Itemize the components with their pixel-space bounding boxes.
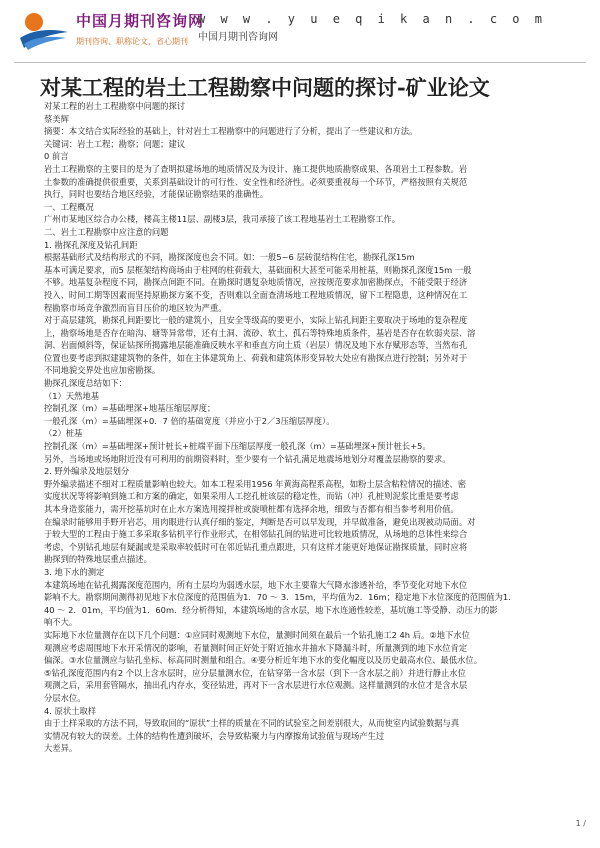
page-number: 1 / <box>575 819 586 828</box>
text-line: 勘探孔深度总结如下： <box>44 378 127 389</box>
text-line: 上，勘察场地是否存在暗沟、塘等异常带，还有土洞、流砂、软土、孤石等特殊地质条件，基岩是否存在软弱夹层、溶 <box>44 327 476 338</box>
site-logo[interactable] <box>16 8 72 52</box>
text-line: 一般孔深（m）=基础埋深+0．7 倍的基础宽度（并应小于2／3压缩层厚度）。 <box>44 415 335 426</box>
text-line: 勘探到的特殊地层重点描述。 <box>44 554 152 565</box>
page-title: 对某工程的岩土工程勘察中问题的探讨-矿业论文 <box>40 75 490 100</box>
text-line: 控制孔深（m）=基础埋深+预计桩长+桩端平面下压缩层厚度一般孔深（m）=基础埋深+预计桩长+5。 <box>44 441 431 452</box>
text-line: 分层水位。 <box>44 692 86 703</box>
text-line: 程勘察市场竞争激烈而盲目压价的地区较为严重。 <box>44 302 227 313</box>
text-line: 于较大型的工程由于施工多采取多钻机平行作业形式，在相邻钻孔间的钻进可比较地质情况，从场地的总体性来综合 <box>44 529 468 540</box>
text-line: 洞、岩面倾斜等，保证钻探所揭露地层能准确反映水平和垂直方向土质（岩层）情况及地下水存赋形态等，当然布孔 <box>44 340 468 351</box>
text-line: 关键词：岩土工程；勘察；问题；建议 <box>44 138 186 149</box>
text-line: 基本可满足要求，而5 层框架结构商场由于柱网的柱荷载大，基础面积大甚至可能采用桩基，则勘探孔深度15m 一般 <box>44 264 472 275</box>
text-line: 偏深。③水位量测应与钻孔坐标、标高同时测量和组合。④要分析近年地下水的变化幅度以及历史最高水位、最低水位。 <box>44 655 483 666</box>
brand-name: 中国月期刊咨询网 <box>76 12 205 30</box>
text-line: 0 前言 <box>44 151 69 162</box>
text-line: 野外编录描述不细对工程质量影响也较大。如本工程采用1956 年黄海高程系高程，如粉土层含粘粒情况的描述、密 <box>44 478 467 489</box>
text-line: 位置也要考虑到拟建建筑物的条件，如在主体建筑角上、荷载和建筑体形变异较大处应有勘探点进行控制；另外对于 <box>44 352 468 363</box>
text-line: 不够。地基复杂程度不同，勘探点间距不同。在勘探时遇复杂地质情况，应按规范要求加密勘探点，不能受限于经济 <box>44 277 468 288</box>
text-line: 对某工程的岩土工程勘察中问题的探讨 <box>44 101 186 111</box>
brand-slogan: 期刊咨询、职称论文，省心期刊 <box>76 37 188 46</box>
text-line: 影响不大。勘察期间测得初见地下水位深度的范围值为1．70 ～ 3．15m，平均值为2．16m；稳定地下水位深度的范围值为1. <box>44 592 511 603</box>
text-line: 由于土样采取的方法不同，导致取回的“原状”土样的质量在不同的试验室之间差别很大，从而使室内试验数据与真 <box>44 718 460 729</box>
text-line: 土参数的准确提供很重要，关系到基础设计的可行性、安全性和经济性。必须要重视每一个环节，严格按照有关规范 <box>44 176 468 187</box>
text-line: 1. 勘探孔深度及钻孔间距 <box>44 239 138 250</box>
text-line: 另外，当场地或场地附近没有可利用的前期资料时，至少要有一个钻孔满足地震场地划分对覆盖层勘察的要求。 <box>44 453 451 464</box>
text-line: 对于高层建筑，勘探孔间距要比一般的建筑小，且安全等级高的要更小，实际上钻孔间距主要取决于场地的复杂程度 <box>44 315 468 326</box>
text-line: 其本身造浆能力，需开挖基坑时在止水方案选用搅拌桩或旋喷桩都有选择余地，细致与否都有相当参考利用价值。 <box>44 504 459 514</box>
text-line: 不同地貌交界处也应加密勘探。 <box>44 365 161 376</box>
text-line: 一、工程概况 <box>44 201 94 212</box>
site-header <box>0 0 600 62</box>
text-line: 实度状况等将影响到施工和方案的确定，如果采用人工挖孔桩该层的稳定性，而钻（冲）孔桩则泥浆比重是要考虑 <box>44 491 459 502</box>
text-line: 观测之后，采用套管隔水，抽出孔内存水，变径钻进，再对下一含水层进行水位观测。这样量测到的水位才是含水层 <box>44 680 468 691</box>
text-line: 本建筑场地在钻孔揭露深度范围内，所有土层均为弱透水层，地下水主要靠大气降水渗透补给，季节变化对地下水位 <box>44 579 468 590</box>
text-line: 3. 地下水的测定 <box>44 566 105 577</box>
article-body <box>44 100 592 755</box>
text-line: （2）桩基 <box>44 428 83 439</box>
text-line: 观测应考虑周围地下水开采情况的影响，若量测时间正好处于附近抽水井抽水下降漏斗时，所量测到的地下水位肯定 <box>44 642 468 653</box>
text-line: 摘要：本文结合实际经验的基础上，针对岩土工程勘察中的问题进行了分析，提出了一些建议和方法。 <box>44 126 418 137</box>
text-line: 投入、时间工期等因素而坚持原勘探方案不变，否则难以全面查清场地工程地质情况，留下工程隐患，这种情况在工 <box>44 289 468 300</box>
text-line: 在编录时能够用手野开岩芯，用肉眼进行认真仔细的鉴定，判断是否可以早发现，并早做准备，避免出现被动局面。对 <box>44 516 476 527</box>
text-line: 实情况有较大的误差。土体的结构性遭到破坏，会导致粘聚力与内摩擦角试验值与现场产生过 <box>44 730 385 741</box>
text-line: 根据基础形式及结构形式的不同，勘探深度也会不同。如：一般5~6 层砖混结构住宅，勘探孔深15m <box>44 252 415 263</box>
text-line: 4. 原状土取样 <box>44 705 97 716</box>
text-line: 实际地下水位量测存在以下几个问题：①应同时观测地下水位，量测时间须在最后一个钻孔施工2 4h 后。②地下水位 <box>44 629 470 640</box>
text-line: 40 ～ 2．01m，平均值为1．60m．经分析得知，本建筑场地的含水层，地下水连通性较差，基坑施工等受静、动压力的影 <box>44 604 498 615</box>
text-line: 响不大。 <box>44 617 78 628</box>
text-line: 控制孔深（m）=基础埋深+地基压缩层厚度； <box>44 403 216 414</box>
text-line: 广州市某地区综合办公楼，楼高主楼11层、副楼3层，我司承接了该工程地基岩土工程勘察工作。 <box>44 214 401 225</box>
text-line: 二、岩土工程勘察中应注意的问题 <box>44 226 169 237</box>
site-url[interactable]: w w w . y u e q i k a n . c o m <box>198 12 546 26</box>
text-line: 岩土工程勘察的主要目的是为了查明拟建场地的地质情况及为设计、施工提供地质勘察成果、各项岩土工程参数。岩 <box>44 163 468 174</box>
logo-swoosh-icon <box>16 8 72 52</box>
header-divider <box>14 62 586 63</box>
text-line: 大差异。 <box>44 743 78 754</box>
site-name: 中国月期刊咨询网 <box>198 32 278 43</box>
text-line: 2. 野外编录及地层划分 <box>44 466 130 477</box>
text-line: 蔡美辉 <box>44 113 69 124</box>
text-line: 执行，同时也要结合地区经验，才能保证勘察结果的准确性。 <box>44 189 269 200</box>
text-line: （1）天然地基 <box>44 390 100 401</box>
text-line: ⑤钻孔深度范围内有2 个以上含水层时，应分层量测水位，在钻穿第一含水层（到下一含水层之前）并进行静止水位 <box>44 667 466 678</box>
text-line: 考虑，个别钻孔地层有疑漏或是采取率较低时可在邻近钻孔重点跟进，只有这样才能更好地保证勘探质量，同时应将 <box>44 541 468 552</box>
